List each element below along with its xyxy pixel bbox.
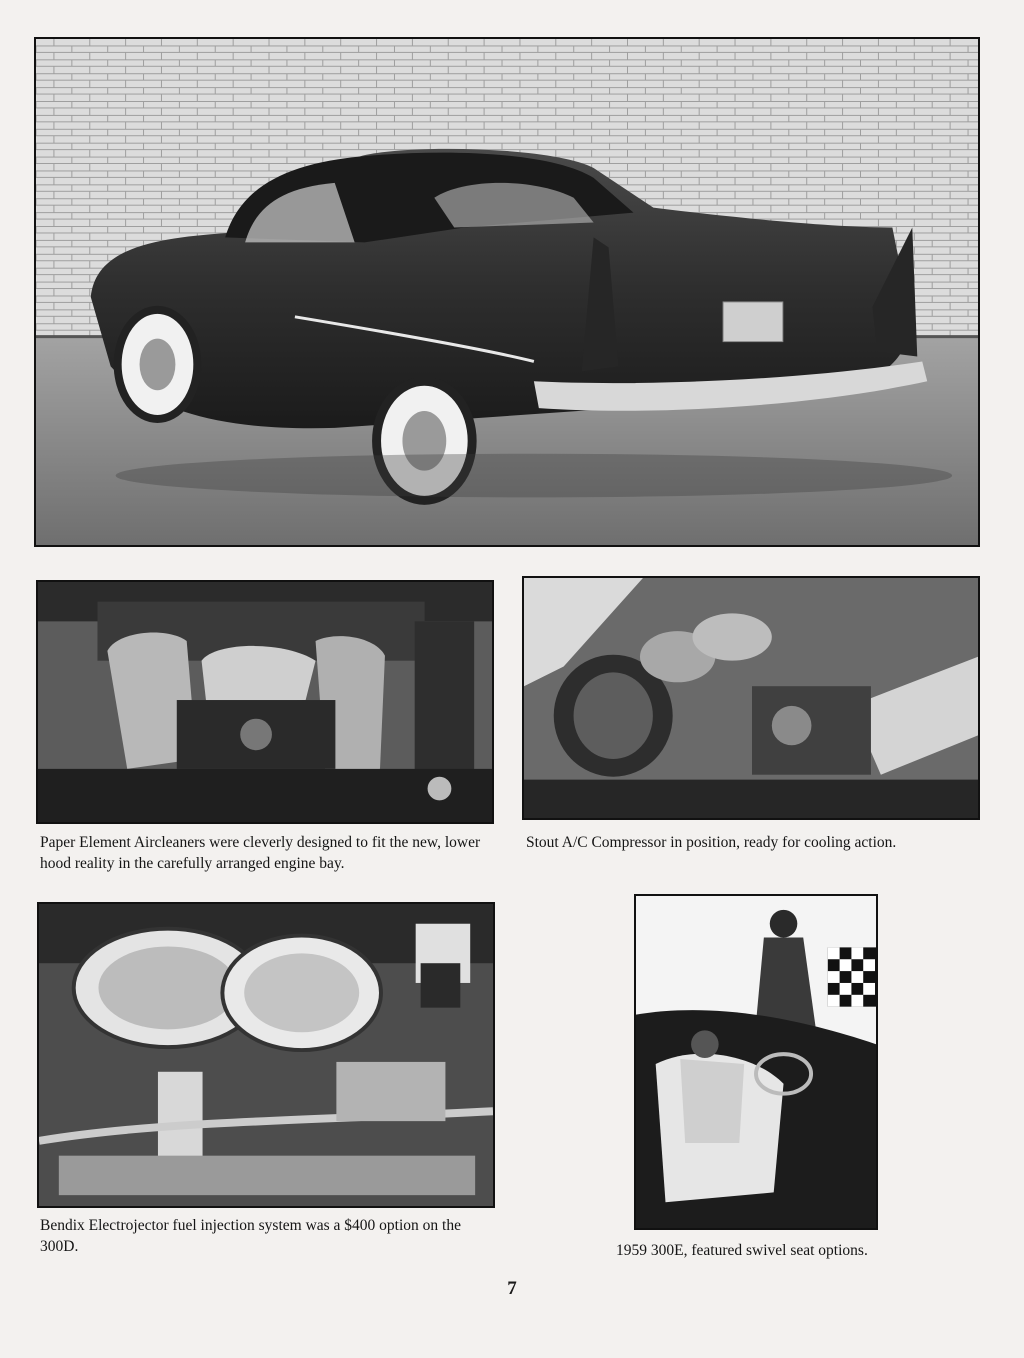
page-number: 7 xyxy=(507,1278,517,1299)
fuel-injection-illustration xyxy=(39,904,493,1206)
fuel-injection-photo xyxy=(37,902,495,1208)
swivel-seat-photo xyxy=(634,894,878,1230)
car-photo xyxy=(34,37,980,547)
swivel-seat-illustration xyxy=(636,896,876,1228)
ac-compressor-photo xyxy=(522,576,980,820)
caption-fuel-injection: Bendix Electrojector fuel injection system was a $400 option on the 300D. xyxy=(40,1217,461,1255)
bleed-through-text xyxy=(500,540,1000,570)
engine-bay-illustration xyxy=(38,582,492,822)
car-photo-illustration xyxy=(36,39,978,545)
caption-aircleaners: Paper Element Aircleaners were cleverly designed to fit the new, lower hood reality in the carefully arranged engine bay. xyxy=(40,834,481,872)
caption-swivel-seat: 1959 300E, featured swivel seat options. xyxy=(616,1242,868,1259)
ac-compressor-illustration xyxy=(524,578,978,818)
caption-ac-compressor: Stout A/C Compressor in position, ready for cooling action. xyxy=(526,834,897,851)
engine-bay-photo xyxy=(36,580,494,824)
